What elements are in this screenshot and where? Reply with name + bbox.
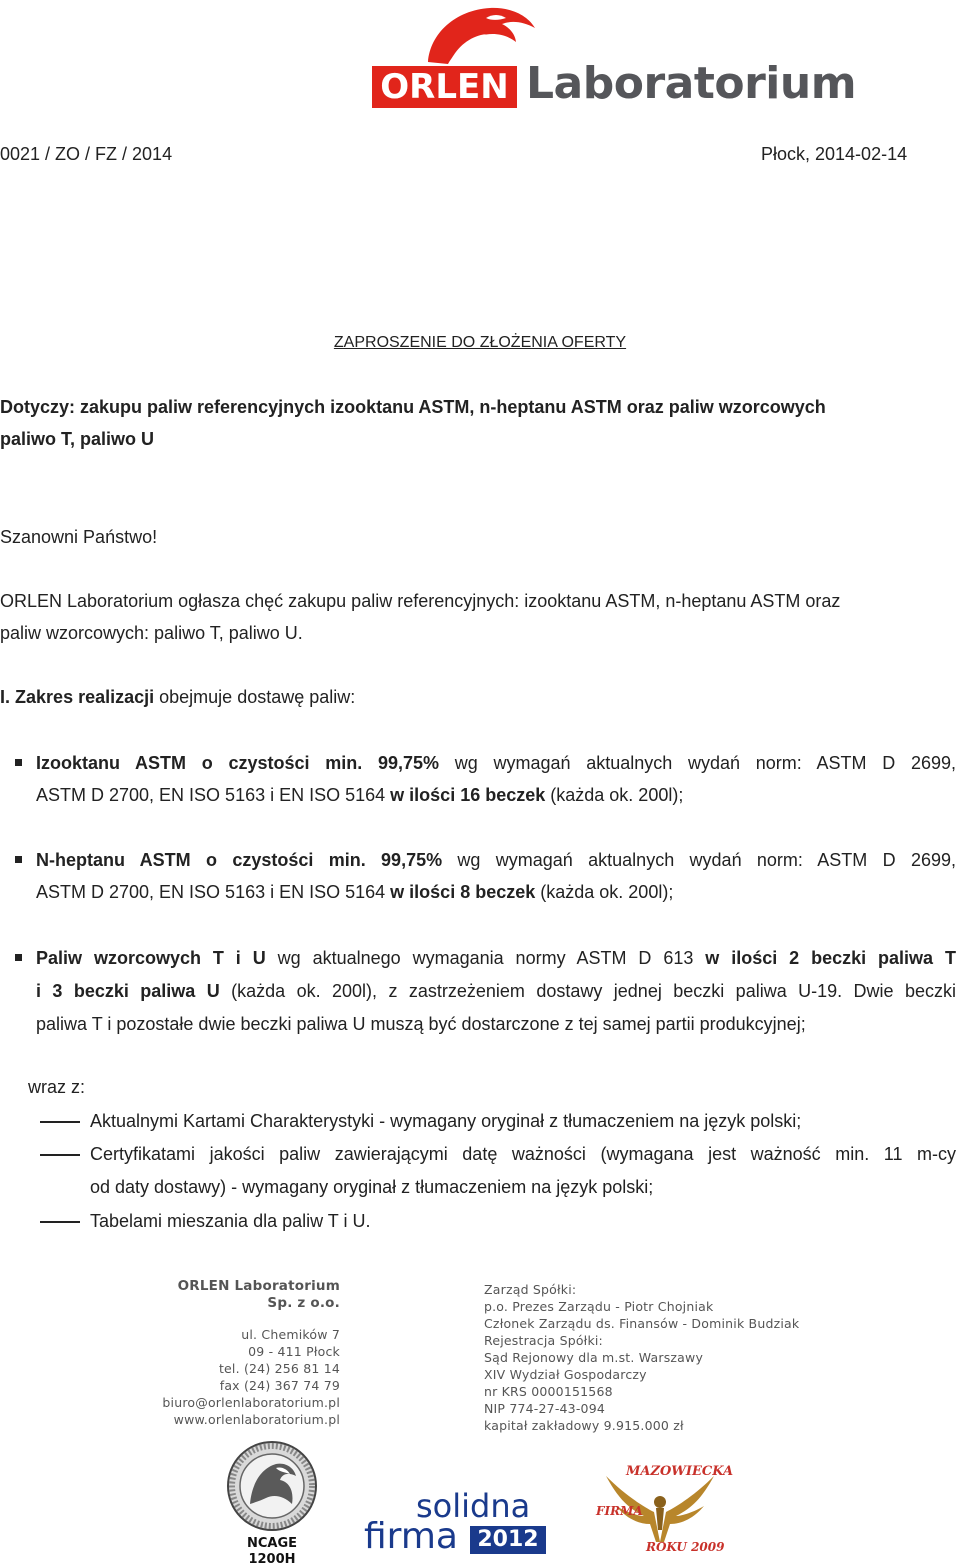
item3-line-1: Paliw wzorcowych T i U wg aktualnego wymagania normy ASTM D 613 w ilości 2 beczki paliwa T	[36, 948, 956, 968]
item3-line-3: paliwa T i pozostałe dwie beczki paliwa U muszą być dostarczone z tej samej partii produkcyjnej;	[36, 1014, 806, 1034]
footer-krs: nr KRS 0000151568	[484, 1384, 613, 1399]
footer-board-label: Zarząd Spółki:	[484, 1282, 577, 1297]
square-bullet-icon	[15, 856, 22, 863]
solidna-year-box: 2012	[470, 1526, 546, 1554]
item1-line-1: Izooktanu ASTM o czystości min. 99,75% wg wymagań aktualnych wydań norm: ASTM D 2699,	[36, 753, 957, 773]
footer-street: ul. Chemików 7	[241, 1327, 340, 1342]
orlen-logo	[372, 4, 896, 110]
footer-city: 09 - 411 Płock	[248, 1344, 340, 1359]
footer-reg-1: Sąd Rejonowy dla m.st. Warszawy	[484, 1350, 704, 1365]
item2-line-2: ASTM D 2700, EN ISO 5163 i EN ISO 5164 w ilości 8 beczek (każda ok. 200l);	[36, 882, 674, 902]
footer-email: biuro@orlenlaboratorium.pl	[162, 1395, 340, 1410]
requirement-2-line-1: Certyfikatami jakości paliw zawierającymi datę ważności (wymagana jest ważność min. 11 m-cy	[90, 1144, 956, 1164]
footer-capital: kapitał zakładowy 9.915.000 zł	[484, 1418, 684, 1433]
mazowiecka-firma-badge	[596, 1462, 734, 1556]
footer-website: www.orlenlaboratorium.pl	[173, 1412, 340, 1427]
section-heading	[0, 686, 355, 708]
place-date: Płock, 2014-02-14	[761, 144, 908, 164]
ncage-seal	[222, 1438, 322, 1567]
subject-line-1: Dotyczy: zakupu paliw referencyjnych izooktanu ASTM, n-heptanu ASTM oraz paliw wzorcowych	[0, 397, 826, 417]
dash-bullet-icon	[40, 1121, 80, 1123]
footer-board-1: p.o. Prezes Zarządu - Piotr Chojniak	[484, 1299, 714, 1314]
firma-word: firma	[364, 1516, 458, 1557]
footer-phone: tel. (24) 256 81 14	[218, 1361, 340, 1376]
mazowiecka-year: ROKU 2009	[646, 1540, 725, 1554]
footer-board-2: Członek Zarządu ds. Finansów - Dominik Budziak	[484, 1316, 800, 1331]
footer-company-type: Sp. z o.o.	[267, 1295, 340, 1311]
dash-bullet-icon	[40, 1221, 80, 1223]
ncage-label: NCAGE 1200H	[246, 1536, 298, 1567]
item1-line-2: ASTM D 2700, EN ISO 5163 i EN ISO 5164 w ilości 16 beczek (każda ok. 200l);	[36, 785, 684, 805]
intro-line-2: paliw wzorcowych: paliwo T, paliwo U.	[0, 623, 303, 643]
ncage-seal-icon	[222, 1438, 322, 1534]
footer-nip: NIP 774-27-43-094	[484, 1401, 606, 1416]
eagle-head-icon	[420, 4, 540, 66]
requirement-3: Tabelami mieszania dla paliw T i U.	[90, 1211, 371, 1231]
greeting: Szanowni Państwo!	[0, 527, 158, 547]
with-label: wraz z:	[28, 1077, 86, 1097]
requirement-2-line-2: od daty dostawy) - wymagany oryginał z tłumaczeniem na język polski;	[90, 1177, 654, 1197]
solidna-firma-badge	[364, 1488, 546, 1556]
requirement-1: Aktualnymi Kartami Charakterystyki - wymagany oryginał z tłumaczeniem na język polski;	[90, 1111, 802, 1131]
document-title: ZAPROSZENIE DO ZŁOŻENIA OFERTY	[333, 334, 627, 351]
mazowiecka-title: MAZOWIECKA	[626, 1464, 734, 1479]
laboratorium-wordmark: Laboratorium	[526, 58, 857, 109]
reference-number: 0021 / ZO / FZ / 2014	[0, 144, 173, 164]
section-number: I.	[0, 687, 11, 707]
solidna-word: solidna	[416, 1487, 531, 1525]
square-bullet-icon	[15, 759, 22, 766]
square-bullet-icon	[15, 954, 22, 961]
footer-reg-label: Rejestracja Spółki:	[484, 1333, 603, 1348]
dash-bullet-icon	[40, 1154, 80, 1156]
intro-line-1: ORLEN Laboratorium ogłasza chęć zakupu paliw referencyjnych: izooktanu ASTM, n-heptanu ASTM oraz	[0, 591, 841, 611]
section-rest: obejmuje dostawę paliw:	[154, 687, 356, 707]
footer-company-name: ORLEN Laboratorium	[177, 1278, 340, 1294]
mazowiecka-firma: FIRMA	[596, 1504, 643, 1518]
footer-reg-2: XIV Wydział Gospodarczy	[484, 1367, 647, 1382]
subject-line-2: paliwo T, paliwo U	[0, 429, 155, 449]
item3-line-2: i 3 beczki paliwa U (każda ok. 200l), z zastrzeżeniem dostawy jednej beczki paliwa U-19. Dwie beczki	[36, 981, 956, 1001]
footer-company-block	[100, 1278, 340, 1428]
footer-fax: fax (24) 367 74 79	[219, 1378, 340, 1393]
section-bold: Zakres realizacji	[15, 687, 155, 707]
item2-line-1: N-heptanu ASTM o czystości min. 99,75% wg wymagań aktualnych wydań norm: ASTM D 2699,	[36, 850, 956, 870]
footer-registration-block	[484, 1281, 814, 1434]
orlen-wordmark: ORLEN	[372, 66, 517, 108]
